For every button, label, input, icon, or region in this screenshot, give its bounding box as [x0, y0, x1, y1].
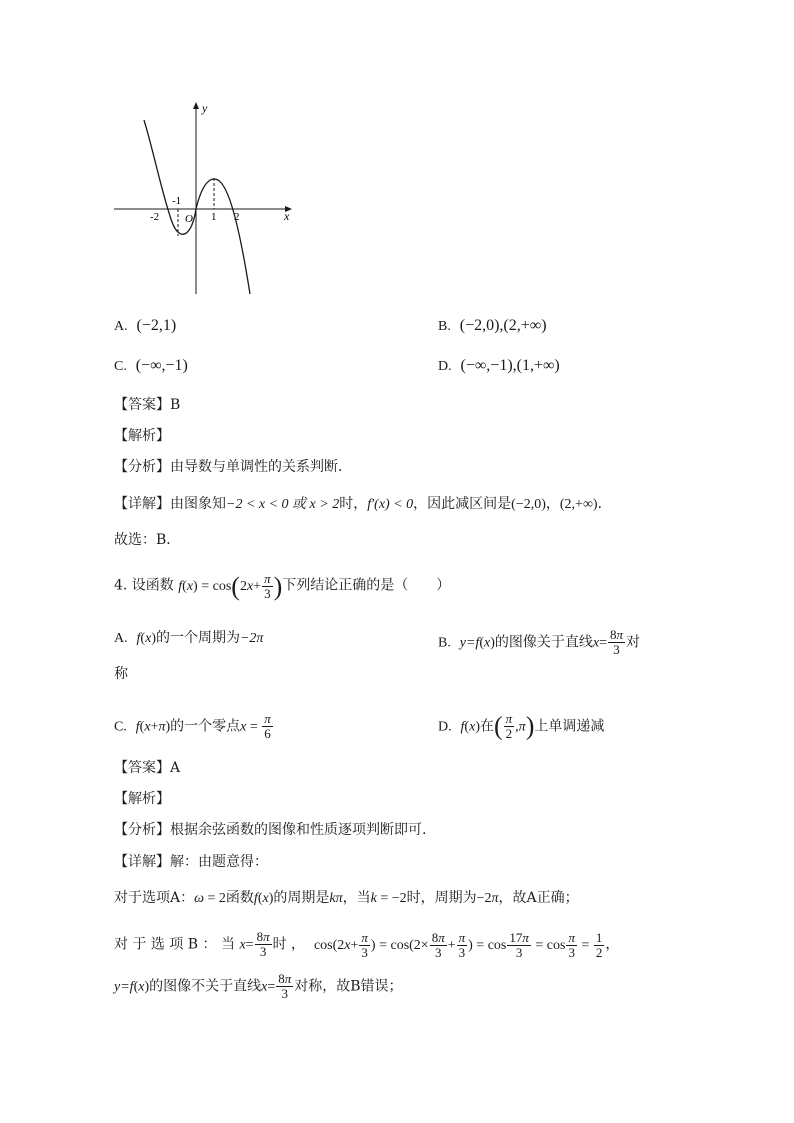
xiangjie-end: ．	[597, 496, 612, 512]
q4-option-d-tail: 上单调递减	[534, 718, 605, 735]
option-c	[114, 356, 188, 377]
xiangjie-cond: −2 < x < 0 或 x > 2	[226, 497, 340, 512]
line-c-1: 的图像不关于直线	[149, 978, 262, 995]
q4-fenxi: 【分析】根据余弦函数的图像和性质逐项判断即可.	[114, 822, 427, 838]
function-curve	[144, 120, 250, 294]
q4-stem-num: 4. 设函数	[114, 577, 174, 594]
q4-option-c-text: 的一个零点	[170, 718, 241, 735]
option-a-label: A.	[114, 319, 128, 334]
q3-fenxi: 【分析】由导数与单调性的关系判断．	[114, 459, 352, 475]
option-d-label: D.	[438, 359, 452, 374]
q4-function-def: f(x) = cos(2x+ $\frac{\pi}{3}$ )	[178, 571, 283, 601]
q4-option-b-wrap: 称	[114, 666, 128, 682]
q4-option-d: D. f(x)在( $\frac{\pi}{2}$ ,π)上单调递减	[438, 711, 605, 741]
xiangjie-head: 【详解】由图象知	[114, 496, 226, 512]
q4-option-b: B. y=f(x)的图像关于直线x= $\frac{8\pi}{3}$ 对	[438, 627, 641, 657]
q4-jiexi: 【解析】	[114, 791, 170, 807]
option-c-label: C.	[114, 359, 127, 374]
tick-label-minus1: -1	[172, 195, 182, 207]
line-b-2: 时 ，	[272, 936, 306, 953]
line-c-2: 对称，故B错误；	[294, 978, 403, 995]
q4-option-c: C. f(x+π)的一个零点x = $\frac{\pi}{6}$	[114, 711, 271, 741]
q4-option-b-label: B.	[438, 635, 451, 651]
q4-option-a-text: 的一个周期为	[155, 630, 240, 646]
interval-1: (−2,0)	[511, 497, 546, 512]
q4-line-c: y=f(x)的图像不关于直线x= $\frac{8\pi}{3}$ 对称，故B错误；	[114, 971, 403, 1001]
interval-sep: ，	[545, 496, 560, 512]
q4-xiangjie: 【详解】解：由题意得：	[114, 854, 268, 870]
q4-stem-tail: 下列结论正确的是（ ）	[282, 577, 451, 594]
option-b	[438, 316, 547, 337]
q4-option-c-label: C.	[114, 719, 127, 735]
option-a-math: (−2,1)	[136, 317, 177, 334]
tick-label-minus2: -2	[150, 211, 160, 223]
xiangjie-mid: 时，	[339, 496, 368, 512]
q4-stem	[114, 572, 450, 601]
option-d-math: (−∞,−1),(1,+∞)	[460, 357, 560, 374]
q4-option-b-tail: 对	[626, 634, 641, 651]
y-axis-label: y	[202, 101, 208, 115]
line-a-6: ，故A正确；	[498, 890, 579, 906]
x-axis-label: x	[284, 209, 290, 223]
xiangjie-deriv: f′(x) < 0	[367, 497, 414, 512]
q4-answer: 【答案】A	[114, 760, 181, 776]
q4-option-a-val: −2π	[239, 631, 264, 646]
q3-jiexi: 【解析】	[114, 428, 170, 444]
q4-option-a: A. f(x)的一个周期为−2π	[114, 630, 264, 646]
option-a	[114, 316, 176, 337]
q4-option-d-text: 在	[479, 718, 494, 735]
line-b-end: ，	[605, 936, 620, 953]
q4-option-d-label: D.	[438, 719, 452, 735]
q4-option-b-text: 的图像关于直线	[494, 634, 593, 651]
option-b-label: B.	[438, 319, 451, 334]
origin-label: O	[185, 213, 193, 225]
option-b-math: (−2,0),(2,+∞)	[459, 317, 547, 334]
xiangjie-tail: ，因此减区间是	[413, 496, 512, 512]
q3-xiangjie	[114, 494, 612, 515]
line-a-1: 对于选项A：	[114, 890, 195, 906]
tick-label-2: 2	[234, 211, 240, 223]
line-a-4: ，当	[342, 890, 371, 906]
q3-answer: 【答案】B	[114, 397, 181, 413]
q3-guxuan: 故选：B．	[114, 532, 181, 548]
option-c-math: (−∞,−1)	[135, 357, 188, 374]
function-graph	[110, 98, 300, 298]
line-a-3: 的周期是	[273, 890, 330, 906]
line-a-2: 函数	[225, 890, 254, 906]
interval-2: (2,+∞)	[559, 497, 598, 512]
q4-line-b: 对 于 选 项 B ： 当 x= $\frac{8\pi}{3}$ 时 ， cos(2x+ $\frac{\pi}{3}$ ) = cos(2× $\frac{8\pi}{3}$ + $\frac{\pi}{3}$ ) = cos $\frac{17\pi}{3}$ = cos $\frac{\pi}{3}$ = $\frac{1}{2}$ ，	[114, 929, 620, 960]
line-a-5: 时，周期为	[406, 890, 477, 906]
option-d	[438, 356, 560, 377]
y-axis-arrow-icon	[193, 102, 199, 109]
tick-label-1: 1	[211, 211, 217, 223]
q4-line-a: 对于选项A：ω = 2函数f(x)的周期是kπ，当k = −2时，周期为−2π，故A正确；	[114, 890, 579, 906]
q4-option-a-label: A.	[114, 631, 128, 646]
line-b-1: 对 于 选 项 B ： 当	[114, 936, 235, 953]
